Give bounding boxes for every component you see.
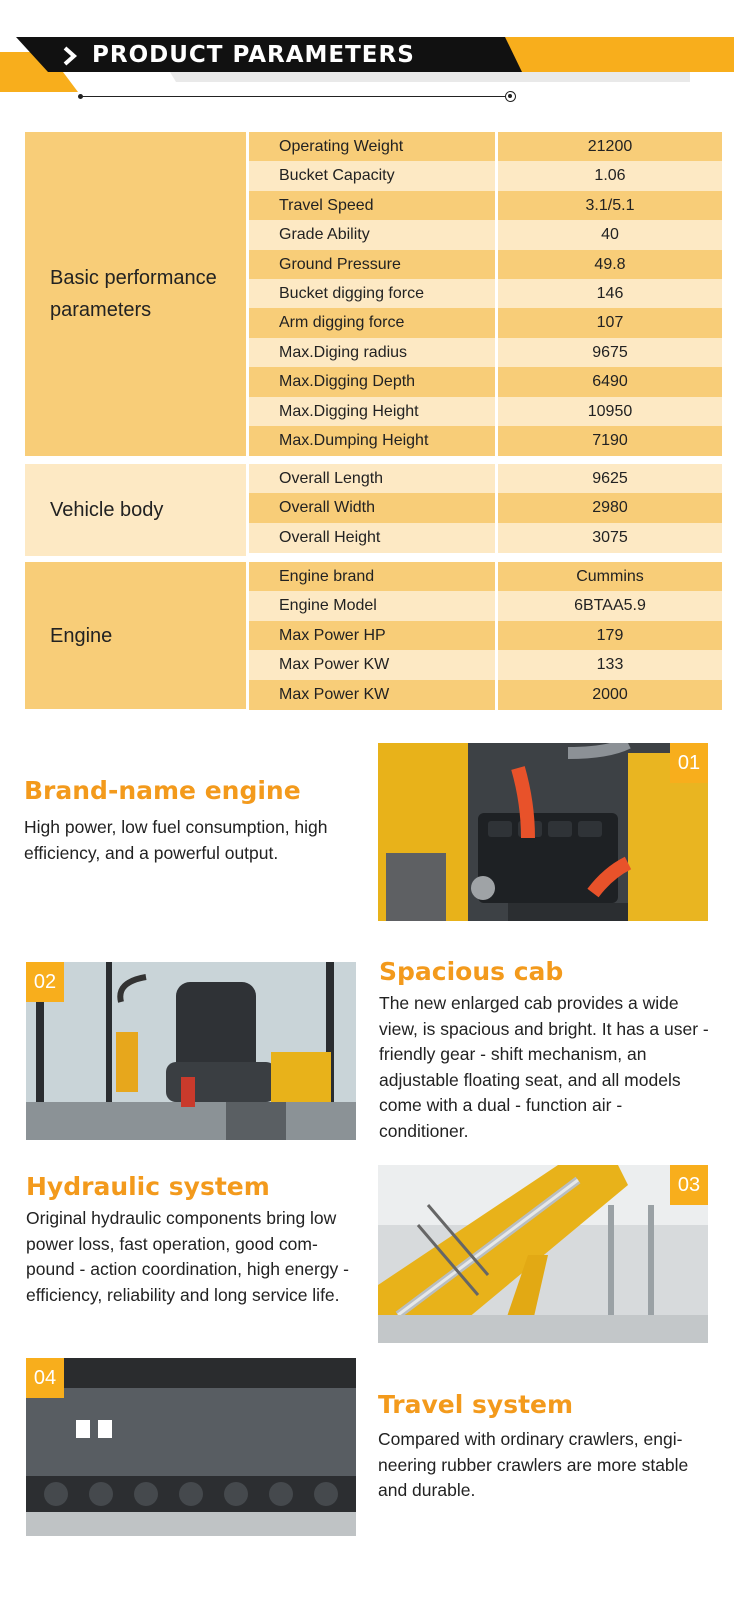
- param-name: Max.Diging radius: [249, 338, 495, 368]
- group-label: [25, 464, 246, 556]
- table-row: [249, 464, 722, 494]
- param-value: 3.1/5.1: [498, 191, 722, 221]
- param-name: Overall Height: [249, 523, 495, 553]
- param-name: Travel Speed: [249, 191, 495, 221]
- feature-text-hydraulic: Original hydraulic components bring low power loss, fast operation, good com-pound - action coordination, high energy - efficiency, reliability and long service life.: [26, 1208, 349, 1305]
- param-value: 49.8: [498, 250, 722, 280]
- param-name: Engine Model: [249, 591, 495, 621]
- feature-text-travel: Compared with ordinary crawlers, engi-neering rubber crawlers are more stable and durable.: [378, 1429, 689, 1500]
- crawler-photo: [26, 1358, 356, 1536]
- feature-title-cab: Spacious cab: [379, 957, 564, 986]
- param-name: Overall Length: [249, 464, 495, 494]
- divider-dot-end: [505, 91, 516, 102]
- feature-text-cab: The new enlarged cab provides a wide view, is spacious and bright. It has a user - friendly gear - shift mechanism, an adjustable floating seat, and all models come with a dual - function air - conditioner.: [379, 993, 709, 1141]
- group-label: [25, 562, 246, 709]
- param-name: Operating Weight: [249, 132, 495, 162]
- param-value: 2980: [498, 493, 722, 523]
- param-value: 179: [498, 621, 722, 651]
- group-label-line1: Engine: [50, 624, 113, 647]
- param-value: 7190: [498, 426, 722, 456]
- param-name: Engine brand: [249, 562, 495, 592]
- param-value: 3075: [498, 523, 722, 553]
- param-name: Max Power KW: [249, 680, 495, 710]
- param-name: Bucket digging force: [249, 279, 495, 309]
- table-row: [249, 132, 722, 162]
- param-name: Grade Ability: [249, 220, 495, 250]
- feature-number-badge: 01: [670, 743, 708, 783]
- chevron-right-icon: [62, 46, 78, 66]
- feature-text-engine: High power, low fuel consumption, high efficiency, and a powerful output.: [24, 817, 328, 863]
- group-label-line1: Vehicle body: [50, 499, 164, 521]
- group-label-line1: Basic performance: [50, 267, 217, 289]
- hydraulic-photo: [378, 1165, 708, 1343]
- table-row: [249, 161, 722, 191]
- param-value: 9675: [498, 338, 722, 368]
- param-value: 10950: [498, 397, 722, 427]
- table-row: [249, 338, 722, 368]
- table-row: [249, 367, 722, 397]
- param-value: 21200: [498, 132, 722, 162]
- group-vehicle-body: [25, 464, 722, 556]
- feature-title-engine: Brand-name engine: [24, 776, 301, 805]
- param-name: Ground Pressure: [249, 250, 495, 280]
- table-row: [249, 493, 722, 523]
- table-row: [249, 523, 722, 553]
- table-row: [249, 621, 722, 651]
- table-row: [249, 397, 722, 427]
- param-value: 40: [498, 220, 722, 250]
- divider-line: [80, 96, 510, 97]
- feature-number-badge: 03: [670, 1165, 708, 1205]
- table-row: [249, 220, 722, 250]
- param-name: Overall Width: [249, 493, 495, 523]
- table-row: [249, 562, 722, 592]
- group-basic-performance: [25, 132, 722, 456]
- param-value: Cummins: [498, 562, 722, 592]
- table-row: [249, 591, 722, 621]
- table-row: [249, 426, 722, 456]
- param-name: Bucket Capacity: [249, 161, 495, 191]
- param-name: Max Power HP: [249, 621, 495, 651]
- param-value: 6BTAA5.9: [498, 591, 722, 621]
- param-value: 6490: [498, 367, 722, 397]
- divider-dot-start: [78, 94, 83, 99]
- group-label-line2: parameters: [50, 299, 152, 321]
- param-value: 133: [498, 650, 722, 680]
- param-value: 1.06: [498, 161, 722, 191]
- feature-number-badge: 04: [26, 1358, 64, 1398]
- header-banner: [0, 0, 750, 110]
- table-row: [249, 279, 722, 309]
- param-value: 9625: [498, 464, 722, 494]
- cab-photo: [26, 962, 356, 1140]
- feature-title-hydraulic: Hydraulic system: [26, 1172, 270, 1201]
- table-row: [249, 650, 722, 680]
- param-name: Max.Digging Height: [249, 397, 495, 427]
- feature-title-travel: Travel system: [378, 1390, 574, 1419]
- param-name: Max.Dumping Height: [249, 426, 495, 456]
- param-name: Arm digging force: [249, 308, 495, 338]
- table-row: [249, 250, 722, 280]
- param-value: 146: [498, 279, 722, 309]
- param-name: Max Power KW: [249, 650, 495, 680]
- page-title: PRODUCT PARAMETERS: [92, 42, 415, 68]
- table-row: [249, 308, 722, 338]
- table-row: [249, 191, 722, 221]
- feature-number-badge: 02: [26, 962, 64, 1002]
- group-label: [25, 132, 246, 456]
- engine-photo: [378, 743, 708, 921]
- param-name: Max.Digging Depth: [249, 367, 495, 397]
- table-row: [249, 680, 722, 710]
- group-engine: [25, 562, 722, 709]
- param-value: 2000: [498, 680, 722, 710]
- param-value: 107: [498, 308, 722, 338]
